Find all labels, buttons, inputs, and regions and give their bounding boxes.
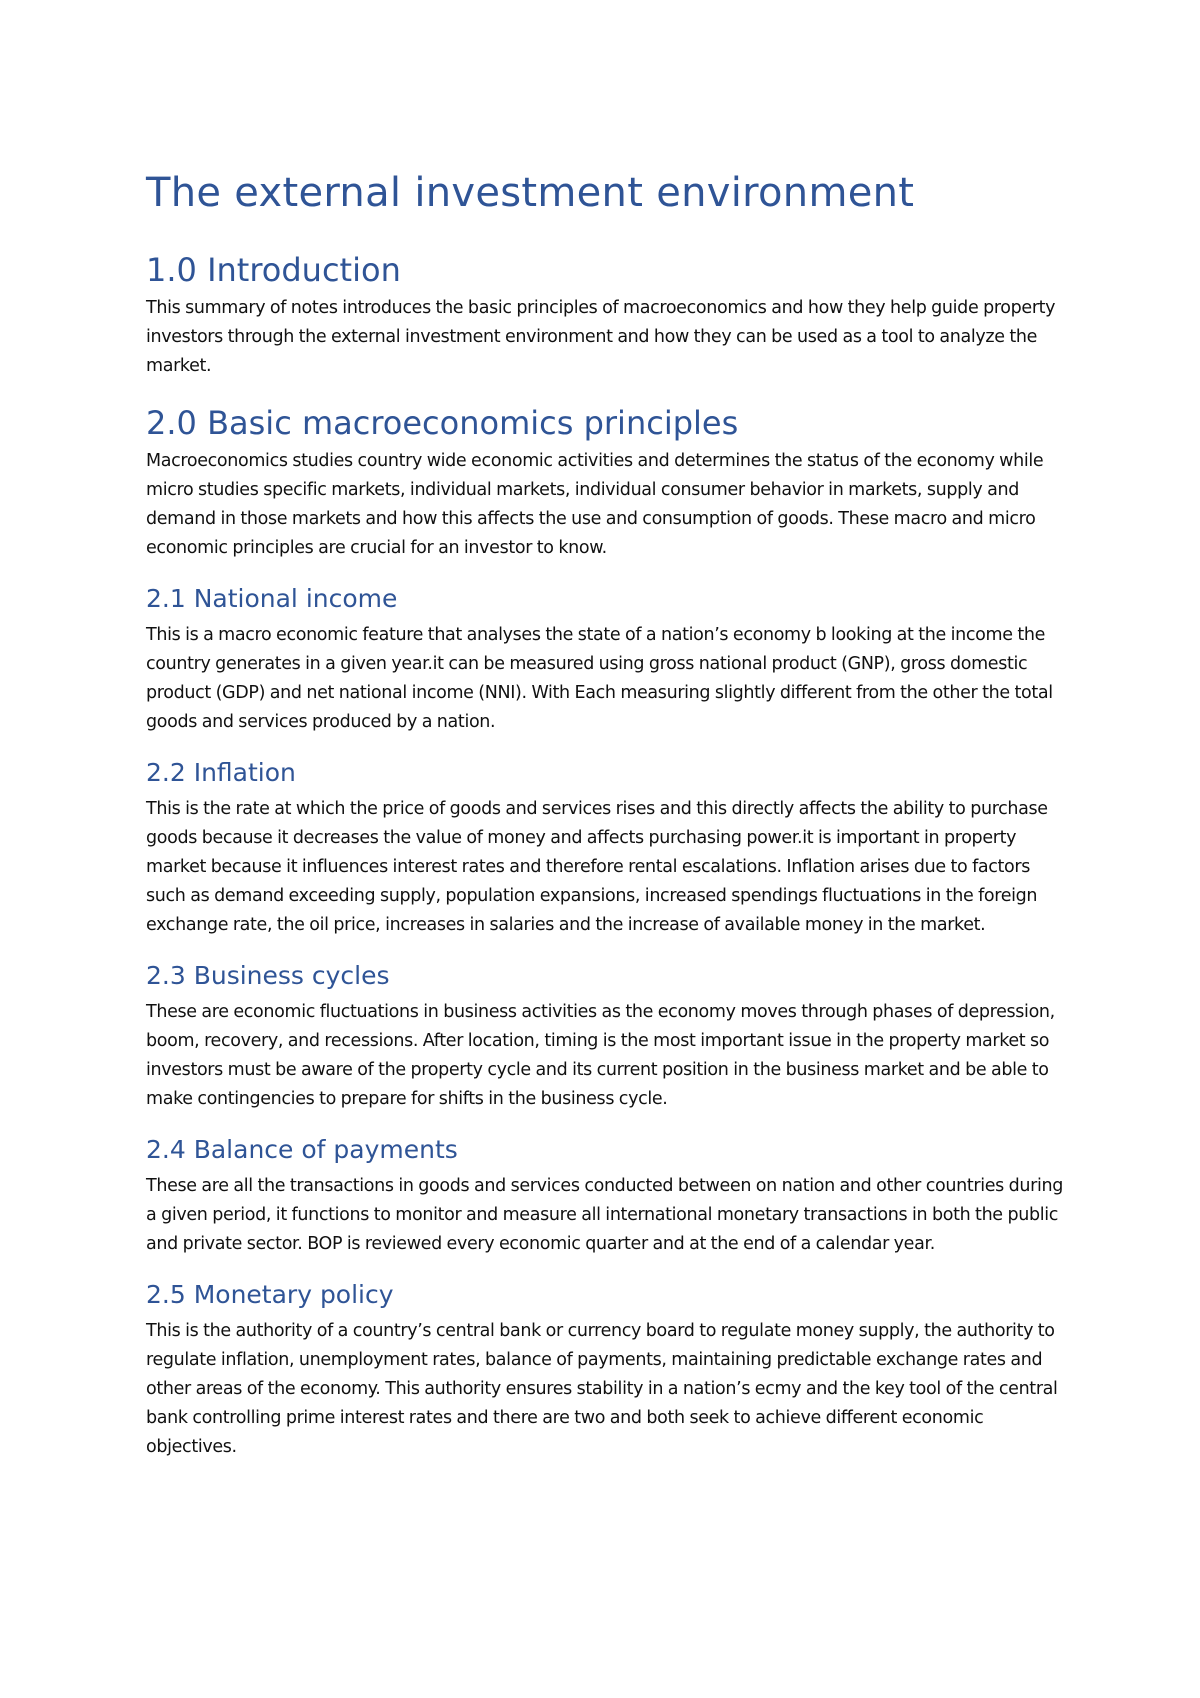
section-paragraph: These are economic fluctuations in business activities as the economy moves through phases of depression, boom, recovery, and recessions. After location, timing is the most important issue in the property market so investors must be aware of the property cycle and its current position in the business market and be able to make contingencies to prepare for shifts in the business cycle. bbox=[146, 1002, 1055, 1109]
section-inflation bbox=[146, 757, 1066, 940]
section-basic-macroeconomics bbox=[146, 403, 1066, 563]
section-paragraph: This is the rate at which the price of goods and services rises and this directly affects the ability to purchase goods because it decreases the value of money and affects purchasing power.it is important in property market because it influences interest rates and therefore rental escalations. Inflation arises due to factors such as demand exceeding supply, population expansions, increased spendings fluctuations in the foreign exchange rate, the oil price, increases in salaries and the increase of available money in the market. bbox=[146, 799, 1048, 935]
section-balance-of-payments bbox=[146, 1134, 1066, 1259]
subsection-heading: 2.1 National income bbox=[146, 584, 398, 613]
section-national-income bbox=[146, 583, 1066, 737]
section-introduction bbox=[146, 250, 1066, 381]
subsection-heading: 2.5 Monetary policy bbox=[146, 1280, 394, 1309]
section-business-cycles bbox=[146, 960, 1066, 1114]
document-content bbox=[146, 166, 1066, 1462]
section-paragraph: This is the authority of a country’s central bank or currency board to regulate money supply, the authority to regulate inflation, unemployment rates, balance of payments, maintaining predictable exchange rates and other areas of the economy. This authority ensures stability in a nation’s ecmy and the key tool of the central bank controlling prime interest rates and there are two and both seek to achieve different economic objectives. bbox=[146, 1321, 1058, 1457]
section-paragraph: Macroeconomics studies country wide economic activities and determines the status of the economy while micro studies specific markets, individual markets, individual consumer behavior in markets, supply and demand in those markets and how this affects the use and consumption of goods. These macro and micro economic principles are crucial for an investor to know. bbox=[146, 451, 1044, 558]
section-paragraph: This summary of notes introduces the basic principles of macroeconomics and how they help guide property investors through the external investment environment and how they can be used as a tool to analyze the market. bbox=[146, 298, 1056, 376]
subsection-heading: 2.3 Business cycles bbox=[146, 961, 390, 990]
document-title: The external investment environment bbox=[146, 170, 915, 216]
section-heading: 1.0 Introduction bbox=[146, 251, 401, 289]
subsection-heading: 2.2 Inflation bbox=[146, 758, 296, 787]
section-monetary-policy bbox=[146, 1279, 1066, 1462]
section-paragraph: This is a macro economic feature that analyses the state of a nation’s economy b looking at the income the country generates in a given year.it can be measured using gross national product (GNP), gross domestic product (GDP) and net national income (NNI). With Each measuring slightly different from the other the total goods and services produced by a nation. bbox=[146, 625, 1053, 732]
subsection-heading: 2.4 Balance of payments bbox=[146, 1135, 458, 1164]
section-heading: 2.0 Basic macroeconomics principles bbox=[146, 404, 739, 442]
section-paragraph: These are all the transactions in goods and services conducted between on nation and other countries during a given period, it functions to monitor and measure all international monetary transactions in both the public and private sector. BOP is reviewed every economic quarter and at the end of a calendar year. bbox=[146, 1176, 1063, 1254]
